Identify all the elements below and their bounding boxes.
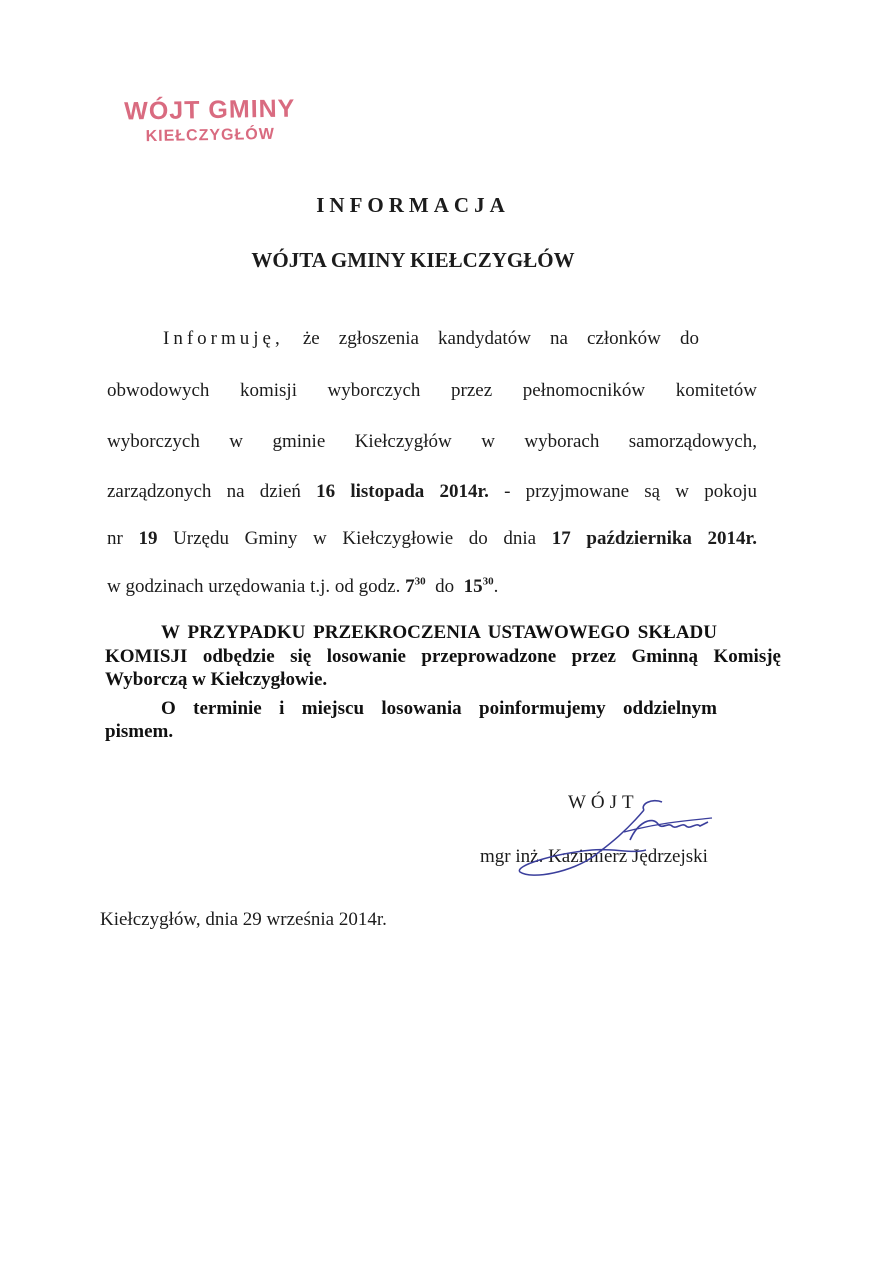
handwritten-signature bbox=[512, 792, 722, 884]
notice-line-4: O terminie i miejscu losowania poinformujemy oddzielnym bbox=[161, 698, 717, 719]
body-line-3: wyborczych w gminie Kiełczygłów w wyborach samorządowych, bbox=[107, 431, 757, 452]
body-text: do bbox=[435, 576, 455, 597]
election-date: 16 listopada 2014r. bbox=[316, 481, 489, 502]
official-stamp bbox=[112, 94, 309, 147]
stamp-line-1: WÓJT GMINY bbox=[124, 94, 296, 126]
body-line-1 bbox=[163, 328, 699, 350]
body-text: Informuję, bbox=[163, 328, 284, 349]
signatory-title: WÓJT bbox=[568, 792, 639, 813]
body-text: w godzinach urzędowania t.j. od godz. bbox=[107, 576, 401, 597]
body-text: że zgłoszenia kandydatów na członków do bbox=[302, 328, 699, 349]
body-line-4 bbox=[107, 481, 757, 503]
body-line-5 bbox=[107, 528, 757, 550]
body-line-6: w godzinach urzędowania t.j. od godz. $7^{30}$ do $15^{30}$. bbox=[107, 575, 499, 597]
room-number: 19 bbox=[138, 528, 158, 549]
notice-line-5: pismem. bbox=[105, 721, 174, 742]
opening-hour: $7^{30}$ bbox=[405, 575, 426, 597]
closing-hour: $15^{30}$ bbox=[463, 575, 494, 597]
notice-line-2: KOMISJI odbędzie się losowanie przeprowadzone przez Gminną Komisję bbox=[105, 646, 781, 667]
body-text: Urzędu Gminy w Kiełczygłowie do dnia bbox=[173, 528, 537, 549]
body-line-2: obwodowych komisji wyborczych przez pełnomocników komitetów bbox=[107, 380, 757, 401]
body-text: nr bbox=[107, 528, 123, 549]
signatory-name: mgr inż. Kazimierz Jędrzejski bbox=[480, 846, 708, 867]
stamp-line-2: KIEŁCZYGŁÓW bbox=[145, 125, 276, 146]
notice-line-1: W PRZYPADKU PRZEKROCZENIA USTAWOWEGO SKŁADU bbox=[161, 622, 717, 643]
document-title: INFORMACJA bbox=[316, 193, 510, 217]
deadline-date: 17 października 2014r. bbox=[551, 528, 757, 549]
body-text: zarządzonych na dzień bbox=[107, 481, 301, 502]
place-and-date: Kiełczygłów, dnia 29 września 2014r. bbox=[100, 909, 387, 930]
notice-line-3: Wyborczą w Kiełczygłowie. bbox=[105, 669, 328, 690]
body-text: - przyjmowane są w pokoju bbox=[504, 481, 758, 502]
document-subtitle: WÓJTA GMINY KIEŁCZYGŁÓW bbox=[251, 248, 575, 272]
